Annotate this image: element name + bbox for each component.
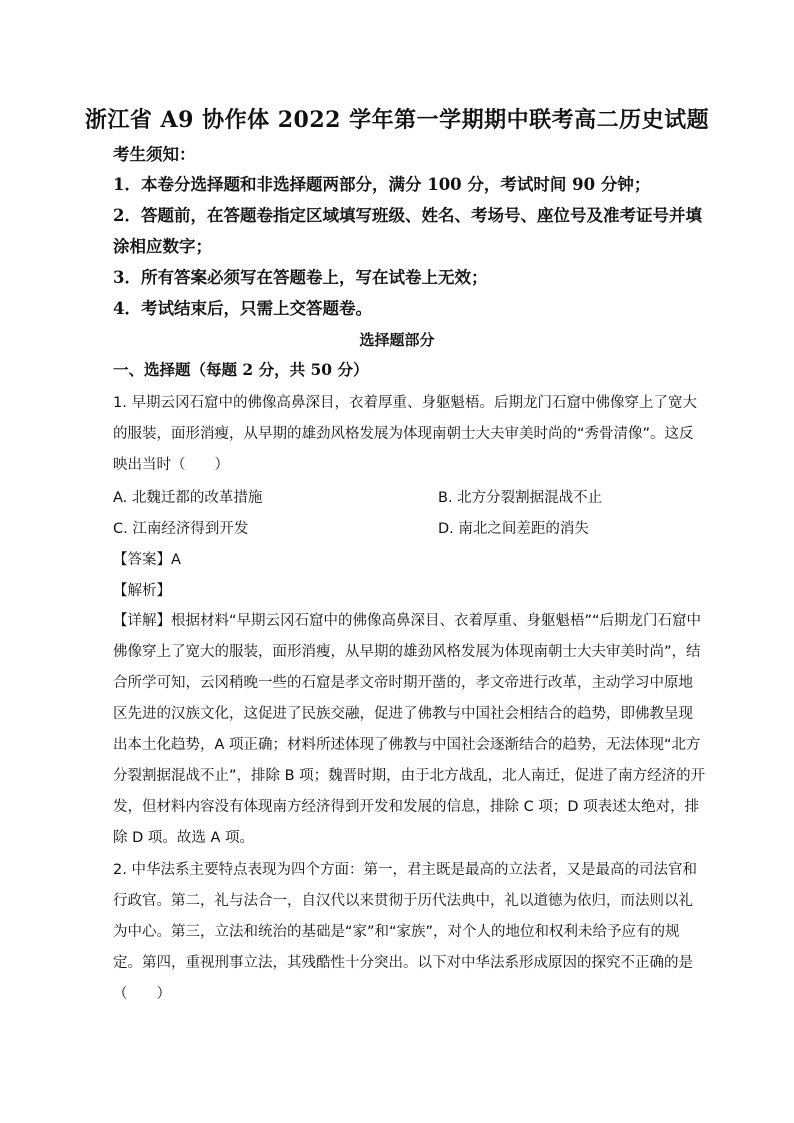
q1-detail-line-7: 发，但材料内容没有体现南方经济得到开发和发展的信息，排除 C 项；D 项表述太绝对，排: [113, 799, 700, 815]
q2-stem-line-3: 为中心。第三，立法和统治的基础是“家”和“家族”，对个人的地位和权利未给予应有的规: [113, 924, 680, 940]
q1-detail-line-8: 除 D 项。故选 A 项。: [113, 830, 255, 846]
q1-stem-line-2: 的服装，面形消瘦，从早期的雄劲风格发展为体现南朝士大夫审美时尚的“秀骨清像”。这反: [113, 426, 694, 442]
q2-stem-line-1: 2. 中华法系主要特点表现为四个方面：第一，君主既是最高的立法者，又是最高的司法官和: [113, 862, 697, 878]
notice-item-1: 1．本卷分选择题和非选择题两部分，满分 100 分，考试时间 90 分钟；: [113, 175, 651, 194]
q1-answer: 【答案】A: [113, 552, 181, 568]
q1-option-b: B. 北方分裂割据混战不止: [438, 490, 603, 506]
notice-item-4: 4．考试结束后，只需上交答题卷。: [113, 299, 372, 318]
notice-item-2: 2．答题前，在答题卷指定区域填写班级、姓名、考场号、座位号及准考证号并填: [113, 206, 702, 225]
q1-detail-line-6: 分裂割据混战不止”，排除 B 项；魏晋时期，由于北方战乱，北人南迁，促进了南方经济的开: [113, 768, 706, 784]
notice-heading: 考生须知：: [113, 145, 196, 164]
notice-item-3: 3．所有答案必须写在答题卷上，写在试卷上无效；: [113, 268, 488, 287]
q1-detail-line-1: 【详解】根据材料“早期云冈石窟中的佛像高鼻深目、衣着厚重、身躯魁梧”“后期龙门石窟中: [113, 613, 702, 629]
q2-stem-line-4: 定。第四，重视刑事立法，其残酷性十分突出。以下对中华法系形成原因的探究不正确的是: [113, 955, 693, 971]
q1-option-c: C. 江南经济得到开发: [113, 521, 249, 537]
q2-stem-line-2: 行政官。第二，礼与法合一，自汉代以来贯彻于历代法典中，礼以道德为依归，而法则以礼: [113, 893, 693, 909]
q1-option-a: A. 北魏迁都的改革措施: [113, 490, 263, 506]
q1-stem-line-3: 映出当时（ ）: [113, 457, 229, 473]
exam-title: 浙江省 A9 协作体 2022 学年第一学期期中联考高二历史试题: [84, 107, 710, 133]
q1-detail-line-4: 区先进的汉族文化，这促进了民族交融，促进了佛教与中国社会相结合的趋势，即佛教呈现: [113, 706, 693, 722]
q1-option-d: D. 南北之间差距的消失: [438, 521, 589, 537]
notice-item-2-cont: 涂相应数字；: [113, 237, 212, 256]
section-title: 选择题部分: [359, 331, 435, 349]
q2-stem-line-5: （ ）: [113, 986, 171, 1002]
q1-detail-line-2: 佛像穿上了宽大的服装，面形消瘦，从早期的雄劲风格发展为体现南朝士大夫审美时尚”，结: [113, 644, 701, 660]
q1-detail-line-5: 出本土化趋势，A 项正确；材料所述体现了佛教与中国社会逐渐结合的趋势，无法体现“北方: [113, 737, 701, 753]
q1-stem-line-1: 1. 早期云冈石窟中的佛像高鼻深目，衣着厚重、身躯魁梧。后期龙门石窟中佛像穿上了宽大: [113, 395, 697, 411]
q1-analysis-label: 【解析】: [113, 583, 171, 599]
q1-detail-line-3: 合所学可知，云冈稍晚一些的石窟是孝文帝时期开凿的，孝文帝进行改革，主动学习中原地: [113, 675, 693, 691]
part-heading: 一、选择题（每题 2 分，共 50 分）: [113, 360, 369, 379]
